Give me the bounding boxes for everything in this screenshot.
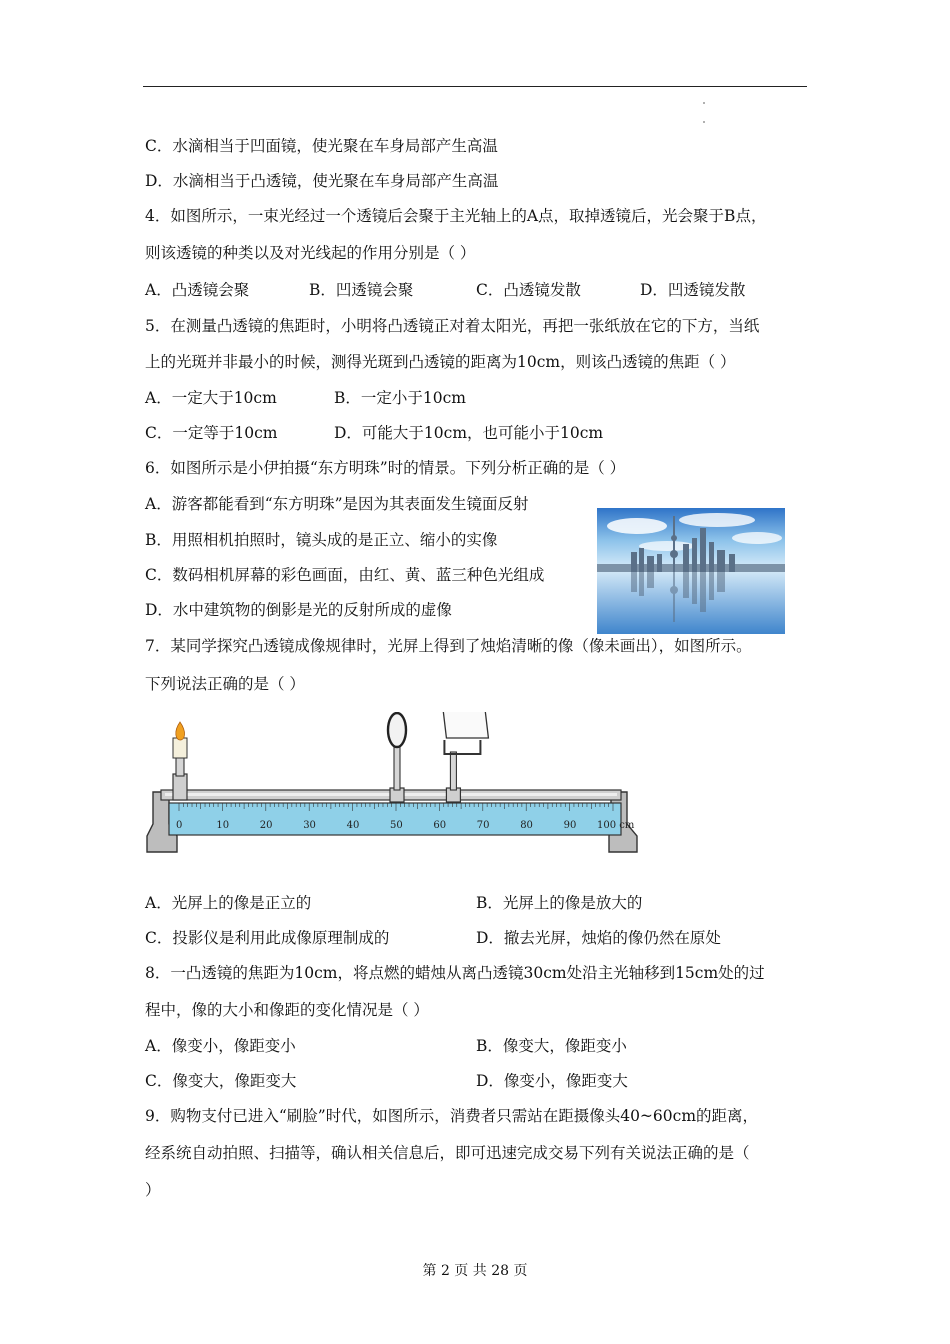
q9-stem-1: 9．购物支付已进入“刷脸”时代，如图所示，消费者只需站在距摄像头40~60cm的距离， (145, 1107, 759, 1125)
q7-stem-2: 下列说法正确的是（ ） (145, 675, 305, 693)
tick-label: 0 (176, 820, 183, 831)
tick-label: 60 (433, 820, 447, 831)
q7-option-b: B．光屏上的像是放大的 (476, 894, 643, 912)
lens-holder (388, 713, 406, 802)
tick-label: 100 cm (597, 820, 635, 831)
q4-option-c: C．凸透镜发散 (476, 281, 581, 299)
q8-stem-1: 8．一凸透镜的焦距为10cm，将点燃的蜡烛从离凸透镜30cm处沿主光轴移到15cm处的过 (145, 964, 765, 982)
q7-stem-1: 7．某同学探究凸透镜成像规律时，光屏上得到了烛焰清晰的像（像未画出），如图所示。 (145, 637, 752, 655)
q8-option-c: C．像变大，像距变大 (145, 1072, 297, 1090)
q8-option-b: B．像变大，像距变小 (476, 1037, 627, 1055)
header-dot (703, 121, 705, 123)
q5-option-d: D．可能大于10cm，也可能小于10cm (334, 424, 604, 442)
tick-label: 70 (476, 820, 490, 831)
q6-option-b: B．用照相机拍照时，镜头成的是正立、缩小的实像 (145, 531, 498, 549)
q5-stem-2: 上的光斑并非最小的时候，测得光斑到凸透镜的距离为10cm，则该凸透镜的焦距（ ） (145, 353, 736, 371)
tick-label: 30 (303, 820, 316, 831)
q8-option-d: D．像变小，像距变大 (476, 1072, 628, 1090)
q4-stem-2: 则该透镜的种类以及对光线起的作用分别是（ ） (145, 244, 476, 262)
q7-option-d: D．撤去光屏，烛焰的像仍然在原处 (476, 929, 721, 947)
tick-label: 20 (259, 820, 273, 831)
lens-icon (388, 713, 406, 747)
q3-option-d: D．水滴相当于凸透镜，使光聚在车身局部产生高温 (145, 172, 499, 190)
q3-option-c: C．水滴相当于凹面镜，使光聚在车身局部产生高温 (145, 137, 498, 155)
q7-option-c: C．投影仪是利用此成像原理制成的 (145, 929, 390, 947)
candle-holder (173, 722, 187, 800)
q6-option-c: C．数码相机屏幕的彩色画面，由红、黄、蓝三种色光组成 (145, 566, 545, 584)
page-footer: 第 2 页 共 28 页 (422, 1263, 528, 1279)
header-dot (703, 102, 705, 104)
tick-label: 90 (563, 820, 577, 831)
tick-label: 80 (520, 820, 533, 831)
screen-holder (442, 712, 488, 802)
q5-option-b: B．一定小于10cm (334, 389, 466, 407)
screen-icon (442, 712, 488, 738)
q4-stem-1: 4．如图所示，一束光经过一个透镜后会聚于主光轴上的A点，取掉透镜后，光会聚于B点， (145, 207, 767, 225)
flame-icon (176, 722, 185, 740)
tick-label: 10 (216, 820, 230, 831)
q9-stem-2: 经系统自动拍照、扫描等，确认相关信息后，即可迅速完成交易下列有关说法正确的是（ (145, 1144, 750, 1162)
tick-label: 40 (346, 820, 360, 831)
q6-option-d: D．水中建筑物的倒影是光的反射所成的虚像 (145, 601, 452, 619)
q8-option-a: A．像变小，像距变小 (145, 1037, 296, 1055)
q8-stem-2: 程中，像的大小和像距的变化情况是（ ） (145, 1001, 429, 1019)
tick-label: 50 (390, 820, 403, 831)
q4-option-a: A．凸透镜会聚 (145, 281, 250, 299)
q9-stem-3: ） (145, 1181, 161, 1199)
q5-stem-1: 5．在测量凸透镜的焦距时，小明将凸透镜正对着太阳光，再把一张纸放在它的下方，当纸 (145, 317, 760, 335)
q4-option-d: D．凹透镜发散 (640, 281, 746, 299)
optical-bench-diagram (143, 712, 638, 858)
q7-option-a: A．光屏上的像是正立的 (145, 894, 312, 912)
q4-option-b: B．凹透镜会聚 (309, 281, 414, 299)
q6-stem: 6．如图所示是小伊拍摄“东方明珠”时的情景。下列分析正确的是（ ） (145, 459, 626, 477)
q5-option-a: A．一定大于10cm (145, 389, 277, 407)
q5-option-c: C．一定等于10cm (145, 424, 278, 442)
skyline-photo (597, 508, 785, 634)
q6-option-a: A．游客都能看到“东方明珠”是因为其表面发生镜面反射 (145, 495, 529, 513)
header-rule (143, 86, 807, 87)
